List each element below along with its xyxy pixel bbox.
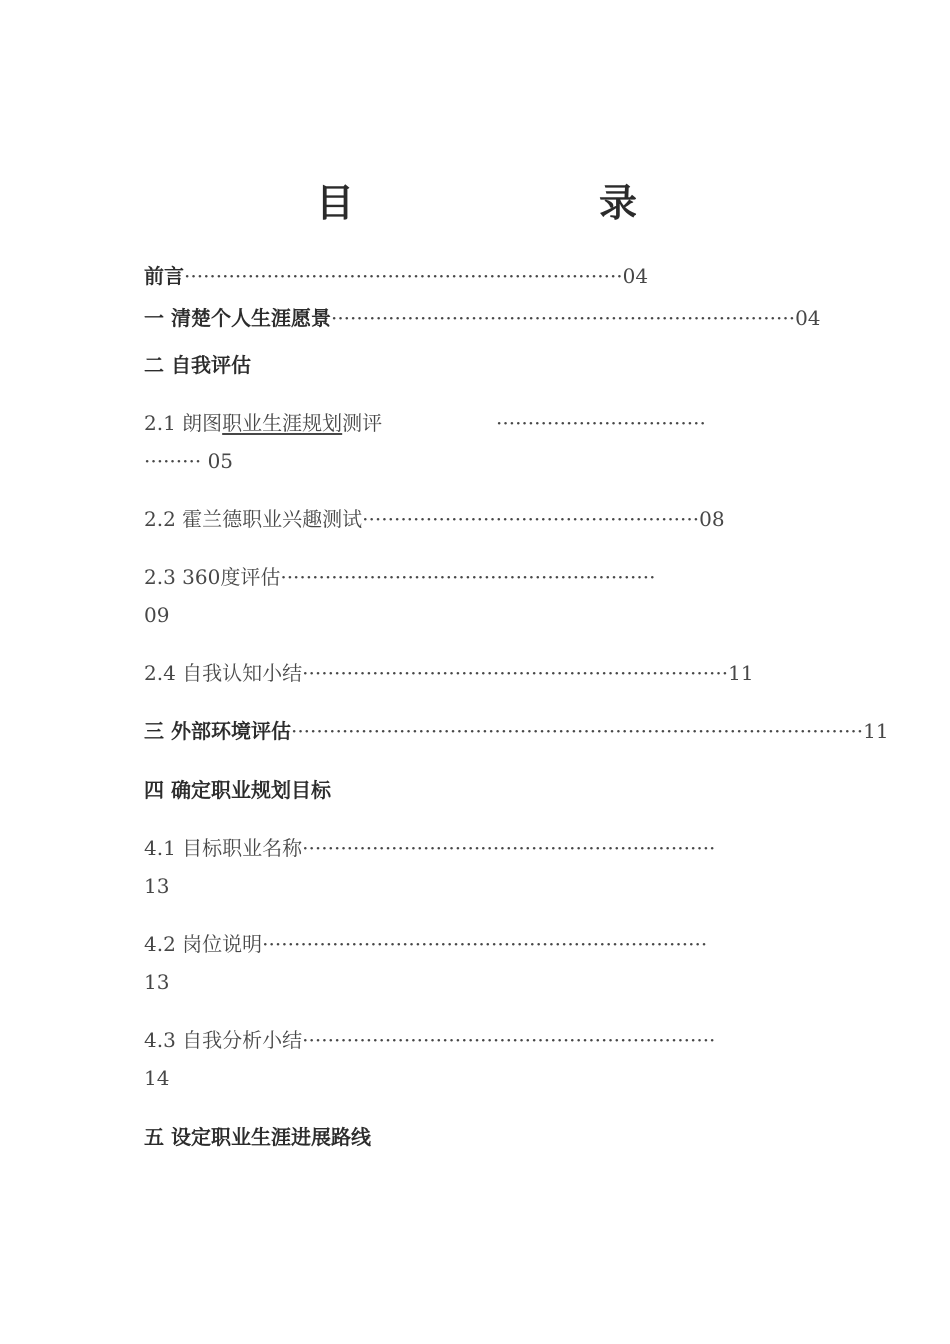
leader-dots: ······································································	[262, 932, 708, 956]
toc-label-prefix: 2.1 朗图	[144, 411, 223, 435]
toc-entry-chapter-5[interactable]	[144, 1125, 371, 1149]
leader-dots: ·····································································	[184, 264, 623, 288]
leader-dots: ·········································································	[330, 306, 796, 330]
leader-dots: ·································································	[302, 1028, 716, 1052]
toc-label: 三 外部环境评估	[144, 719, 291, 743]
toc-label: 2.3 360度评估	[144, 565, 281, 589]
toc-entry-chapter-4[interactable]	[144, 778, 331, 802]
toc-title-char-1: 目	[316, 180, 355, 225]
toc-entry-section-2-4[interactable]	[144, 661, 754, 685]
toc-label: 4.1 目标职业名称	[144, 836, 303, 860]
toc-entry-chapter-2[interactable]	[144, 353, 251, 377]
toc-page-number-section-4-1: 13	[144, 874, 170, 898]
toc-label: 2.2 霍兰德职业兴趣测试	[144, 507, 363, 531]
toc-label: 4.3 自我分析小结	[144, 1028, 303, 1052]
toc-label: 2.4 自我认知小结	[144, 661, 303, 685]
toc-page-number: 08	[699, 507, 725, 531]
toc-label-link[interactable]: 职业生涯规划	[222, 411, 343, 435]
toc-entry-section-4-2[interactable]	[144, 932, 707, 956]
toc-entry-section-2-3[interactable]	[144, 565, 655, 589]
leader-dots: ··························································································	[290, 719, 864, 743]
leader-dots: ·····················································	[362, 507, 700, 531]
toc-label: 五 设定职业生涯进展路线	[144, 1125, 371, 1149]
leader-dots: ···························································	[280, 565, 656, 589]
toc-page-number: 04	[622, 264, 649, 288]
toc-entry-preface[interactable]	[144, 264, 648, 288]
toc-page-number: 11	[728, 661, 754, 685]
leader-dots: ·································	[496, 411, 706, 435]
toc-page-number-section-4-3: 14	[144, 1066, 170, 1090]
toc-entry-section-2-1-continued[interactable]	[144, 449, 233, 473]
toc-label: 一 清楚个人生涯愿景	[144, 306, 331, 330]
toc-page-number-section-4-2: 13	[144, 970, 170, 994]
toc-label: 二 自我评估	[144, 353, 251, 377]
toc-page-number: 04	[795, 306, 821, 330]
toc-entry-chapter-1[interactable]	[144, 306, 821, 330]
leader-dots: ···································································	[302, 661, 729, 685]
toc-page-number: 11	[863, 719, 889, 743]
leader-dots: ·········	[144, 449, 202, 473]
toc-entry-section-2-1[interactable]	[144, 411, 382, 435]
toc-label: 四 确定职业规划目标	[144, 778, 331, 802]
toc-page-number: 05	[207, 449, 234, 473]
toc-entry-section-4-1[interactable]	[144, 836, 715, 860]
toc-entry-section-4-3[interactable]	[144, 1028, 715, 1052]
toc-label: 4.2 岗位说明	[144, 932, 263, 956]
toc-entry-section-2-2[interactable]	[144, 507, 725, 531]
leader-dots: ·································································	[302, 836, 716, 860]
toc-page-number-section-2-3: 09	[144, 603, 170, 627]
toc-label-suffix: 测评	[342, 411, 383, 435]
toc-label: 前言	[144, 264, 184, 288]
toc-title-char-2: 录	[599, 180, 638, 225]
toc-entry-chapter-3[interactable]	[144, 719, 889, 743]
